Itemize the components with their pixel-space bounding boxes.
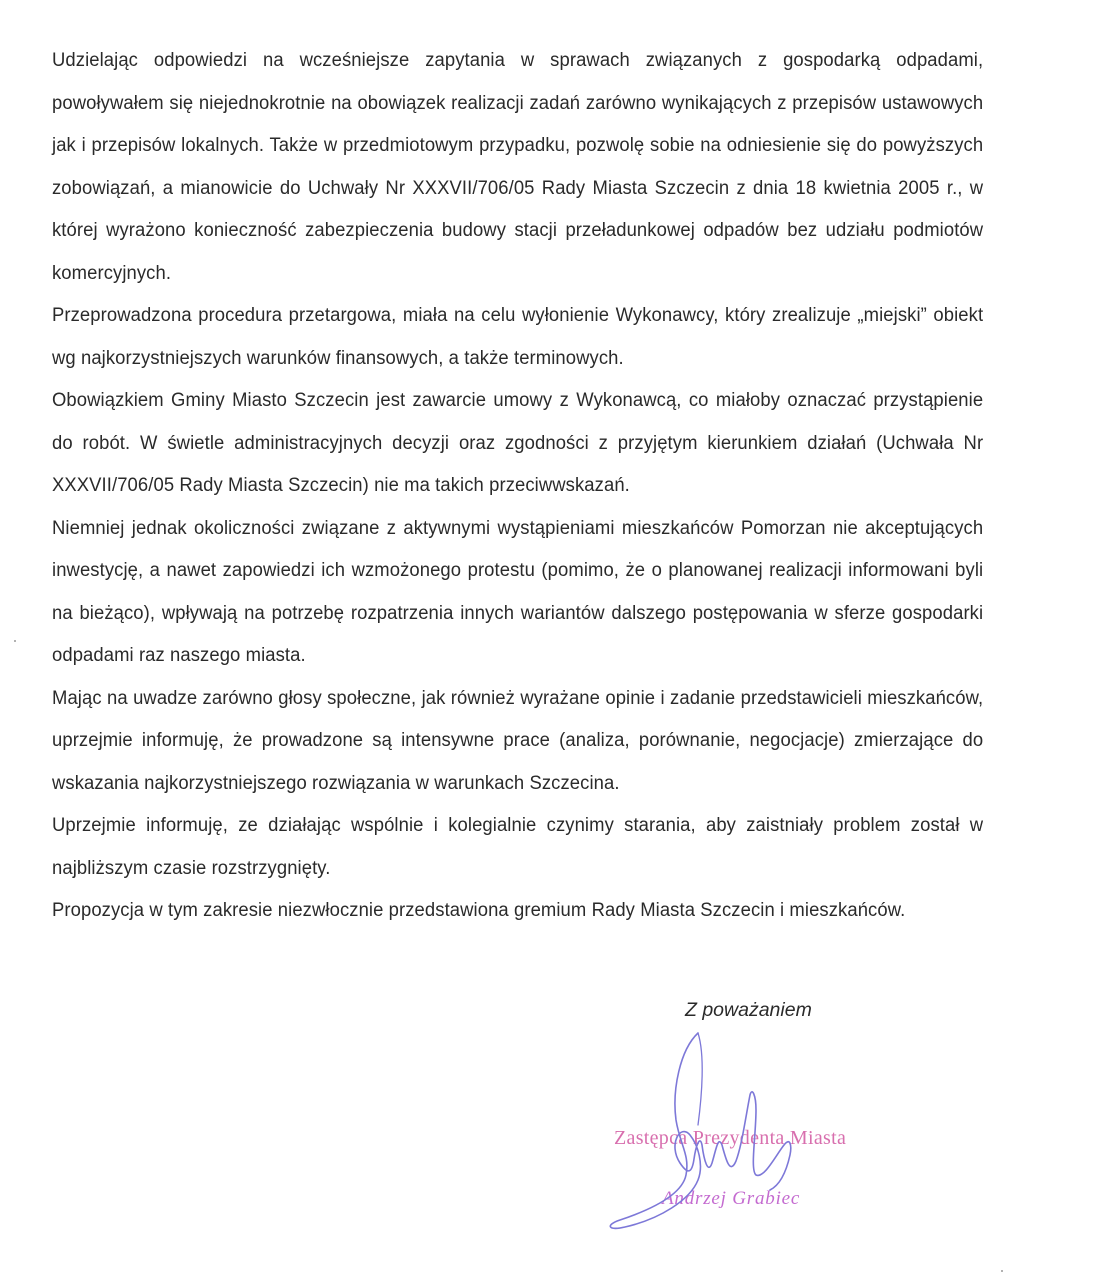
- paragraph-2: Przeprowadzona procedura przetargowa, miała na celu wyłonienie Wykonawcy, który zrealizuje „miejski” obiekt wg najkorzystniejszych warunków finansowych, a także terminowych.: [52, 305, 984, 369]
- paragraph-5: Mając na uwadze zarówno głosy społeczne, jak również wyrażane opinie i zadanie przedstawicieli mieszkańców, uprzejmie informuję, że prowadzone są intensywne prace (analiza, porównanie, negocjacje) zmierzające do wskazania najkorzystniejszego rozwiązania w warunkach Szczecina.: [52, 687, 984, 794]
- paragraph-6: Uprzejmie informuję, ze działając wspólnie i kolegialnie czynimy starania, aby zaistniały problem został w najbliższym czasie rozstrzygnięty.: [52, 815, 984, 879]
- handwritten-signature: [580, 995, 1080, 1255]
- paragraph-7: Propozycja w tym zakresie niezwłocznie przedstawiona gremium Rady Miasta Szczecin i mieszkańców.: [52, 900, 906, 921]
- scan-speck: [14, 640, 16, 642]
- stamp-title: Zastępca Prezydenta Miasta: [614, 1127, 847, 1149]
- paragraph-1: Udzielając odpowiedzi na wcześniejsze zapytania w sprawach związanych z gospodarką odpadami, powoływałem się niejednokrotnie na obowiązek realizacji zadań zarówno wynikających z przepisów ustawowych jak i przepisów lokalnych. Także w przedmiotowym przypadku, pozwolę sobie na odniesienie się do powyższych zobowiązań, a mianowicie do Uchwały Nr XXXVII/706/05 Rady Miasta Szczecin z dnia 18 kwietnia 2005 r., w której wyrażono konieczność zabezpieczenia budowy stacji przeładunkowej odpadów bez udziału podmiotów komercyjnych.: [52, 50, 984, 284]
- stamp-name: Andrzej Grabiec: [662, 1188, 801, 1209]
- paragraph-3: Obowiązkiem Gminy Miasto Szczecin jest zawarcie umowy z Wykonawcą, co miałoby oznaczać przystąpienie do robót. W świetle administracyjnych decyzji oraz zgodności z przyjętym kierunkiem działań (Uchwała Nr XXXVII/706/05 Rady Miasta Szczecin) nie ma takich przeciwwskazań.: [52, 390, 984, 496]
- letter-body: [52, 40, 983, 933]
- paragraph-4: Niemniej jednak okoliczności związane z aktywnymi wystąpieniami mieszkańców Pomorzan nie akceptujących inwestycję, a nawet zapowiedzi ich wzmożonego protestu (pomimo, że o planowanej realizacji informowani byli na bieżąco), wpływają na potrzebę rozpatrzenia innych wariantów dalszego postępowania w sferze gospodarki odpadami raz naszego miasta.: [52, 517, 984, 666]
- closing-salutation: Z poważaniem: [685, 999, 812, 1021]
- scan-speck: [1001, 1270, 1003, 1272]
- signature-block: [580, 995, 1080, 1255]
